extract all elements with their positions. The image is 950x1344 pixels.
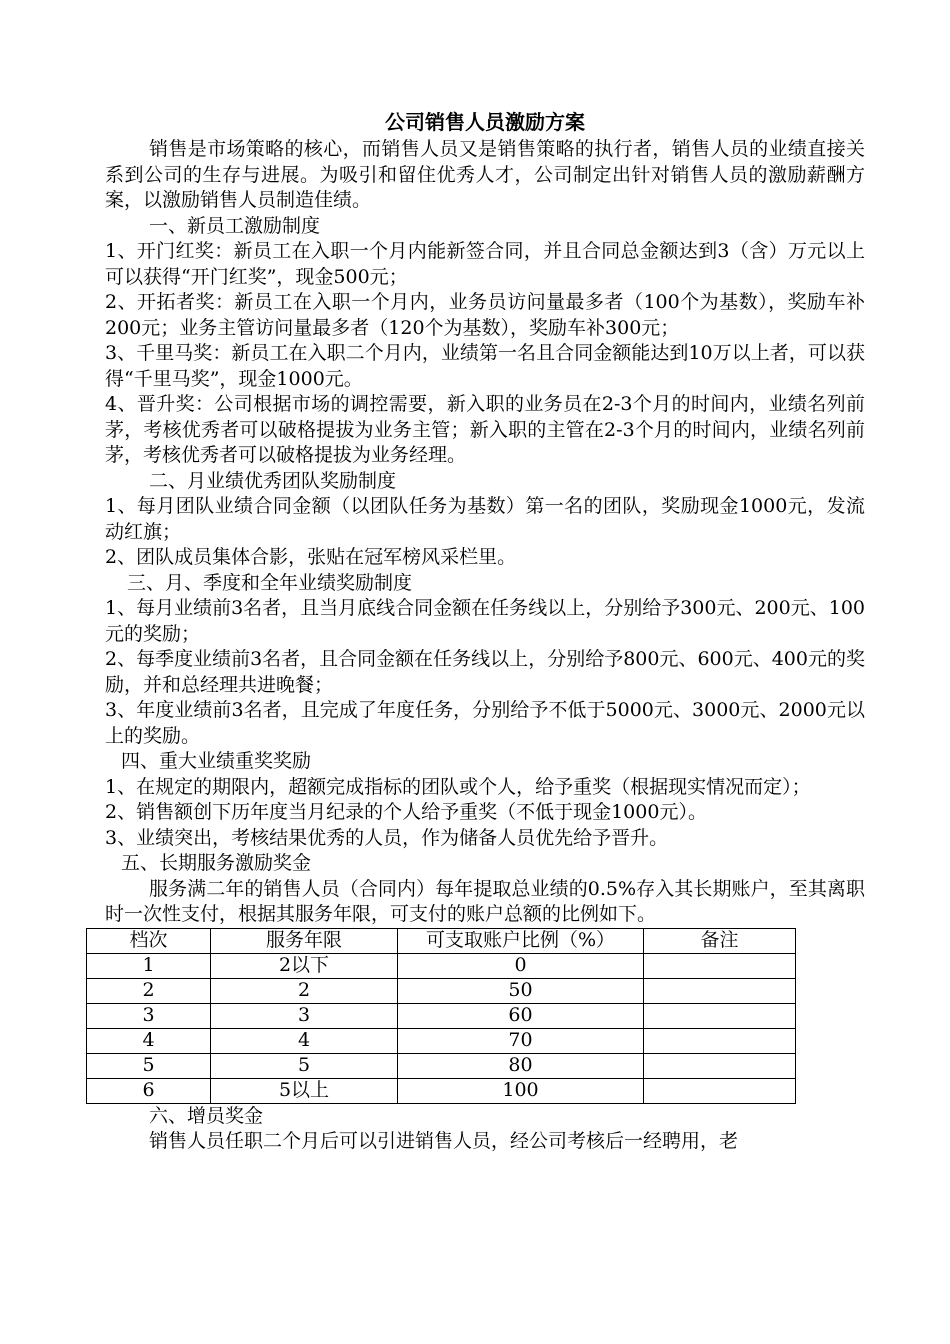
table-cell: 2	[87, 978, 211, 1003]
table-cell	[644, 978, 796, 1003]
section-1-item: 1、开门红奖：新员工在入职一个月内能新签合同，并且合同总金额达到3（含）万元以上可以获得“开门红奖”，现金500元；	[105, 240, 865, 288]
table-cell: 50	[398, 978, 644, 1003]
section-3-item: 3、年度业绩前3名者，且完成了年度任务，分别给予不低于5000元、3000元、2000元以上的奖励。	[105, 699, 865, 747]
section-2-heading: 二、月业绩优秀团队奖励制度	[149, 469, 397, 492]
table-row	[87, 978, 796, 1003]
table-cell: 100	[398, 1078, 644, 1103]
table-cell	[644, 1053, 796, 1078]
section-4-item: 3、业绩突出，考核结果优秀的人员，作为储备人员优先给予晋升。	[105, 826, 669, 849]
table-cell: 70	[398, 1028, 644, 1053]
intro-paragraph: 销售是市场策略的核心，而销售人员又是销售策略的执行者，销售人员的业绩直接关系到公司的生存与进展。为吸引和留住优秀人才，公司制定出针对销售人员的激励薪酬方案，以激励销售人员制造佳绩。	[105, 138, 865, 211]
section-1-heading: 一、新员工激励制度	[149, 214, 321, 237]
table-header-cell: 备注	[644, 928, 796, 953]
table-header-row	[87, 928, 796, 953]
section-2-item: 2、团队成员集体合影，张贴在冠军榜风采栏里。	[105, 546, 517, 568]
table-cell: 2	[211, 978, 398, 1003]
section-3-item: 2、每季度业绩前3名者，且合同金额在任务线以上，分别给予800元、600元、400元的奖励，并和总经理共进晚餐；	[105, 648, 865, 696]
table-cell	[644, 1078, 796, 1103]
table-row	[87, 1028, 796, 1053]
section-5-heading: 五、长期服务激励奖金	[121, 852, 312, 874]
section-4-item: 2、销售额创下历年度当月纪录的个人给予重奖（不低于现金1000元）。	[105, 801, 707, 823]
table-cell: 80	[398, 1053, 644, 1078]
table-cell: 5	[211, 1053, 398, 1078]
table-cell: 2以下	[211, 953, 398, 978]
document-body	[105, 110, 865, 1155]
table-cell: 1	[87, 953, 211, 978]
section-1-item: 3、千里马奖：新员工在入职二个月内，业绩第一名且合同金额能达到10万以上者，可以获得“千里马奖”，现金1000元。	[105, 342, 865, 390]
section-4-item: 1、在规定的期限内，超额完成指标的团队或个人，给予重奖（根据现实情况而定）；	[105, 775, 811, 798]
table-header-cell: 服务年限	[211, 928, 398, 953]
table-cell	[644, 1003, 796, 1028]
table-cell: 5以上	[211, 1078, 398, 1103]
section-4-heading: 四、重大业绩重奖奖励	[121, 750, 312, 772]
service-ratio-table	[86, 928, 796, 1104]
table-cell: 6	[87, 1078, 211, 1103]
table-cell: 60	[398, 1003, 644, 1028]
section-2-item: 1、每月团队业绩合同金额（以团队任务为基数）第一名的团队，奖励现金1000元，发流动红旗；	[105, 495, 865, 543]
table-header-cell: 可支取账户比例（%）	[398, 928, 644, 953]
table-cell: 4	[211, 1028, 398, 1053]
section-1-item: 2、开拓者奖：新员工在入职一个月内，业务员访问量最多者（100个为基数），奖励车补200元；业务主管访问量最多者（120个为基数），奖励车补300元；	[105, 291, 865, 339]
table-cell	[644, 1028, 796, 1053]
table-row	[87, 1053, 796, 1078]
table-row	[87, 1078, 796, 1103]
section-6-paragraph: 销售人员任职二个月后可以引进销售人员，经公司考核后一经聘用，老	[149, 1130, 739, 1152]
section-3-item: 1、每月业绩前3名者，且当月底线合同金额在任务线以上，分别给予300元、200元、100元的奖励；	[105, 597, 865, 645]
section-6-heading: 六、增员奖金	[149, 1104, 264, 1127]
section-1-item: 4、晋升奖：公司根据市场的调控需要，新入职的业务员在2-3个月的时间内，业绩名列前茅，考核优秀者可以破格提拔为业务主管；新入职的主管在2-3个月的时间内，业绩名列前茅，考核优秀者可以破格提拔为业务经理。	[105, 393, 865, 466]
table-row	[87, 953, 796, 978]
table-row	[87, 1003, 796, 1028]
table-cell: 3	[87, 1003, 211, 1028]
table-cell	[644, 953, 796, 978]
table-cell: 4	[87, 1028, 211, 1053]
table-cell: 5	[87, 1053, 211, 1078]
section-3-heading: 三、月、季度和全年业绩奖励制度	[127, 571, 413, 594]
table-cell: 3	[211, 1003, 398, 1028]
section-5-paragraph: 服务满二年的销售人员（合同内）每年提取总业绩的0.5%存入其长期账户，至其离职时一次性支付，根据其服务年限，可支付的账户总额的比例如下。	[105, 877, 865, 925]
table-header-cell: 档次	[87, 928, 211, 953]
document-title: 公司销售人员激励方案	[385, 110, 585, 134]
table-cell: 0	[398, 953, 644, 978]
